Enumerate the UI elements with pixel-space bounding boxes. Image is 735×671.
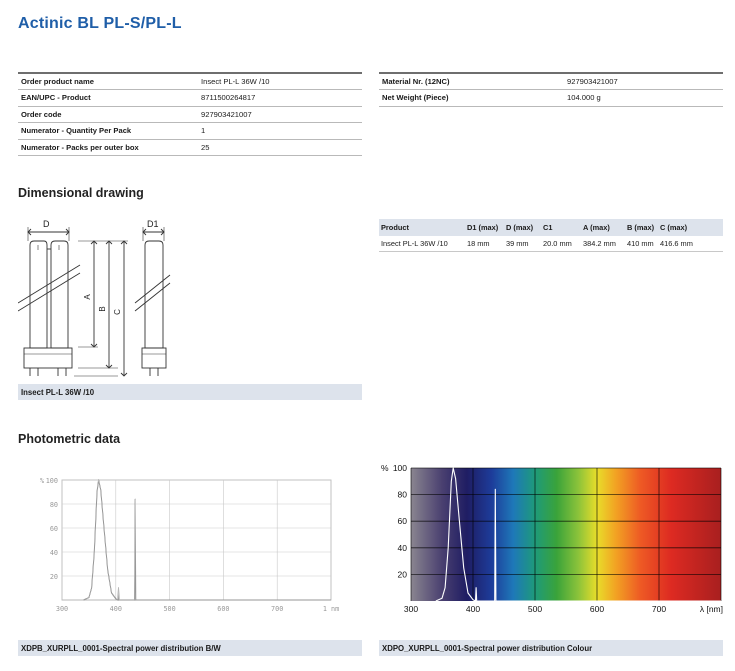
column-header: Product [379, 219, 465, 236]
row-value: 25 [198, 139, 362, 156]
column-header: C (max) [658, 219, 723, 236]
table-cell: 18 mm [465, 236, 504, 251]
dim-label-d: D [43, 219, 50, 229]
row-value: 104.000 g [564, 90, 723, 107]
table-row [379, 73, 723, 90]
table-row [379, 236, 723, 251]
table-row [18, 139, 362, 156]
y-tick-label: 40 [49, 549, 58, 557]
table-cell: 416.6 mm [658, 236, 723, 251]
table-cell: 384.2 mm [581, 236, 625, 251]
spectral-chart-bw [18, 460, 362, 640]
y-tick-label: 100 [392, 463, 407, 473]
x-tick-label: 300 [55, 605, 69, 613]
order-table-left [18, 72, 362, 156]
row-label: EAN/UPC - Product [18, 90, 198, 107]
x-tick-label: 600 [217, 605, 230, 613]
x-tick-label: 700 [271, 605, 284, 613]
photometric-data-heading: Photometric data [18, 432, 121, 446]
table-cell: 20.0 mm [541, 236, 581, 251]
dimensional-drawing-heading: Dimensional drawing [18, 186, 144, 200]
plot-frame [62, 480, 331, 600]
table-row [18, 106, 362, 123]
row-value: Insect PL-L 36W /10 [198, 73, 362, 90]
table-cell: Insect PL-L 36W /10 [379, 236, 465, 251]
row-value: 1 [198, 123, 362, 140]
column-header: D (max) [504, 219, 541, 236]
row-label: Numerator - Packs per outer box [18, 139, 198, 156]
row-value: 927903421007 [198, 106, 362, 123]
y-tick-label: 60 [397, 516, 407, 527]
y-unit-label: % [40, 477, 45, 485]
column-header: A (max) [581, 219, 625, 236]
x-tick-label: 1 nm [322, 605, 340, 613]
y-unit-label: % [381, 463, 389, 473]
dimensional-drawing [18, 213, 362, 384]
x-tick-label: 400 [109, 605, 122, 613]
spectrum-background [411, 468, 721, 601]
order-table-right [379, 72, 723, 107]
column-header: D1 (max) [465, 219, 504, 236]
y-tick-label: 80 [49, 501, 58, 509]
table-row [18, 123, 362, 140]
chart-colour-caption: XDPO_XURPLL_0001-Spectral power distribution Colour [379, 640, 723, 656]
table-header-row [379, 219, 723, 236]
y-tick-label: 40 [397, 542, 407, 553]
drawing-caption: Insect PL-L 36W /10 [18, 384, 362, 400]
y-tick-label: 60 [49, 525, 58, 533]
dim-label-b: B [98, 306, 107, 312]
dim-label-d1: D1 [147, 219, 159, 229]
table-row [18, 73, 362, 90]
table-cell: 39 mm [504, 236, 541, 251]
table-row [379, 90, 723, 107]
y-tick-label: 100 [45, 477, 58, 485]
x-tick-label: 700 [651, 604, 667, 614]
y-tick-label: 80 [397, 489, 407, 500]
column-header: B (max) [625, 219, 658, 236]
dim-label-c: C [113, 309, 122, 315]
row-label: Order product name [18, 73, 198, 90]
chart-bw-caption: XDPB_XURPLL_0001-Spectral power distribution B/W [18, 640, 362, 656]
table-cell: 410 mm [625, 236, 658, 251]
table-row [18, 90, 362, 107]
dimensions-table [379, 219, 723, 252]
x-tick-label: 500 [527, 604, 543, 614]
row-label: Order code [18, 106, 198, 123]
x-tick-label: 600 [589, 604, 605, 614]
x-tick-label: 300 [403, 604, 419, 614]
y-tick-label: 20 [397, 569, 407, 580]
row-label: Material Nr. (12NC) [379, 73, 564, 90]
row-label: Numerator - Quantity Per Pack [18, 123, 198, 140]
column-header: C1 [541, 219, 581, 236]
spectral-chart-colour [370, 460, 730, 640]
x-tick-label: 500 [163, 605, 176, 613]
x-tick-label: 400 [465, 604, 481, 614]
row-value: 8711500264817 [198, 90, 362, 107]
x-axis-label: λ [nm] [699, 604, 723, 614]
y-tick-label: 20 [49, 573, 58, 581]
page-title: Actinic BL PL-S/PL-L [18, 15, 182, 32]
row-label: Net Weight (Piece) [379, 90, 564, 107]
row-value: 927903421007 [564, 73, 723, 90]
dim-label-a: A [83, 294, 92, 300]
